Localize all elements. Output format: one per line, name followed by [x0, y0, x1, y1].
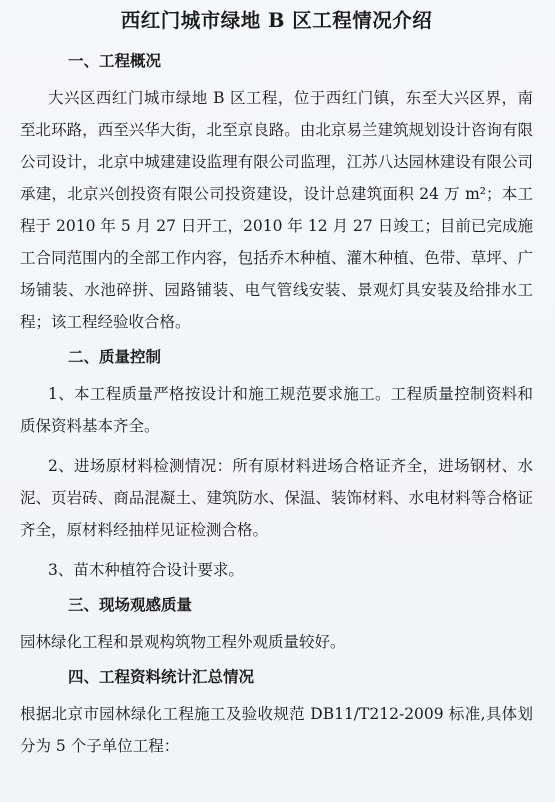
quality-item-1: 1、本工程质量严格按设计和施工规范要求施工。工程质量控制资料和质保资料基本齐全。: [20, 385, 533, 435]
appearance-paragraph: 园林绿化工程和景观构筑物工程外观质量较好。: [20, 633, 346, 651]
section-heading-appearance: 三、现场观感质量: [68, 595, 193, 614]
section-heading-documents: 四、工程资料统计汇总情况: [68, 667, 255, 686]
section-heading-quality-control: 二、质量控制: [68, 347, 162, 366]
document-title: 西红门城市绿地 B 区工程情况介绍: [120, 9, 433, 32]
documents-paragraph: 根据北京市园林绿化工程施工及验收规范 DB11/T212-2009 标准,具体划分为 5 个子单位工程：: [20, 705, 533, 755]
quality-item-3: 3、苗木种植符合设计要求。: [48, 561, 244, 579]
overview-paragraph: 大兴区西红门城市绿地 B 区工程，位于西红门镇，东至大兴区界，南至北环路，西至兴华大街，北至京良路。由北京易兰建筑规划设计咨询有限公司设计，北京中城建建设监理有限公司监理，江苏八达园林建设有限公司承建，北京兴创投资有限公司投资建设，设计总建筑面积 24 万 m²；本工程于 2010 年 5 月 27 日开工，2010 年 12 月 27 日竣工；目前已完成施工合同范围内的全部工作内容，包括乔木种植、灌木种植、色带、草坪、广场铺装、水池碎拼、园路铺装、电气管线安装、景观灯具安装及给排水工程；该工程经验收合格。: [20, 89, 533, 331]
quality-item-2: 2、进场原材料检测情况：所有原材料进场合格证齐全，进场钢材、水泥、页岩砖、商品混凝土、建筑防水、保温、装饰材料、水电材料等合格证齐全，原材料经抽样见证检测合格。: [20, 457, 533, 539]
section-heading-overview: 一、工程概况: [68, 51, 162, 70]
